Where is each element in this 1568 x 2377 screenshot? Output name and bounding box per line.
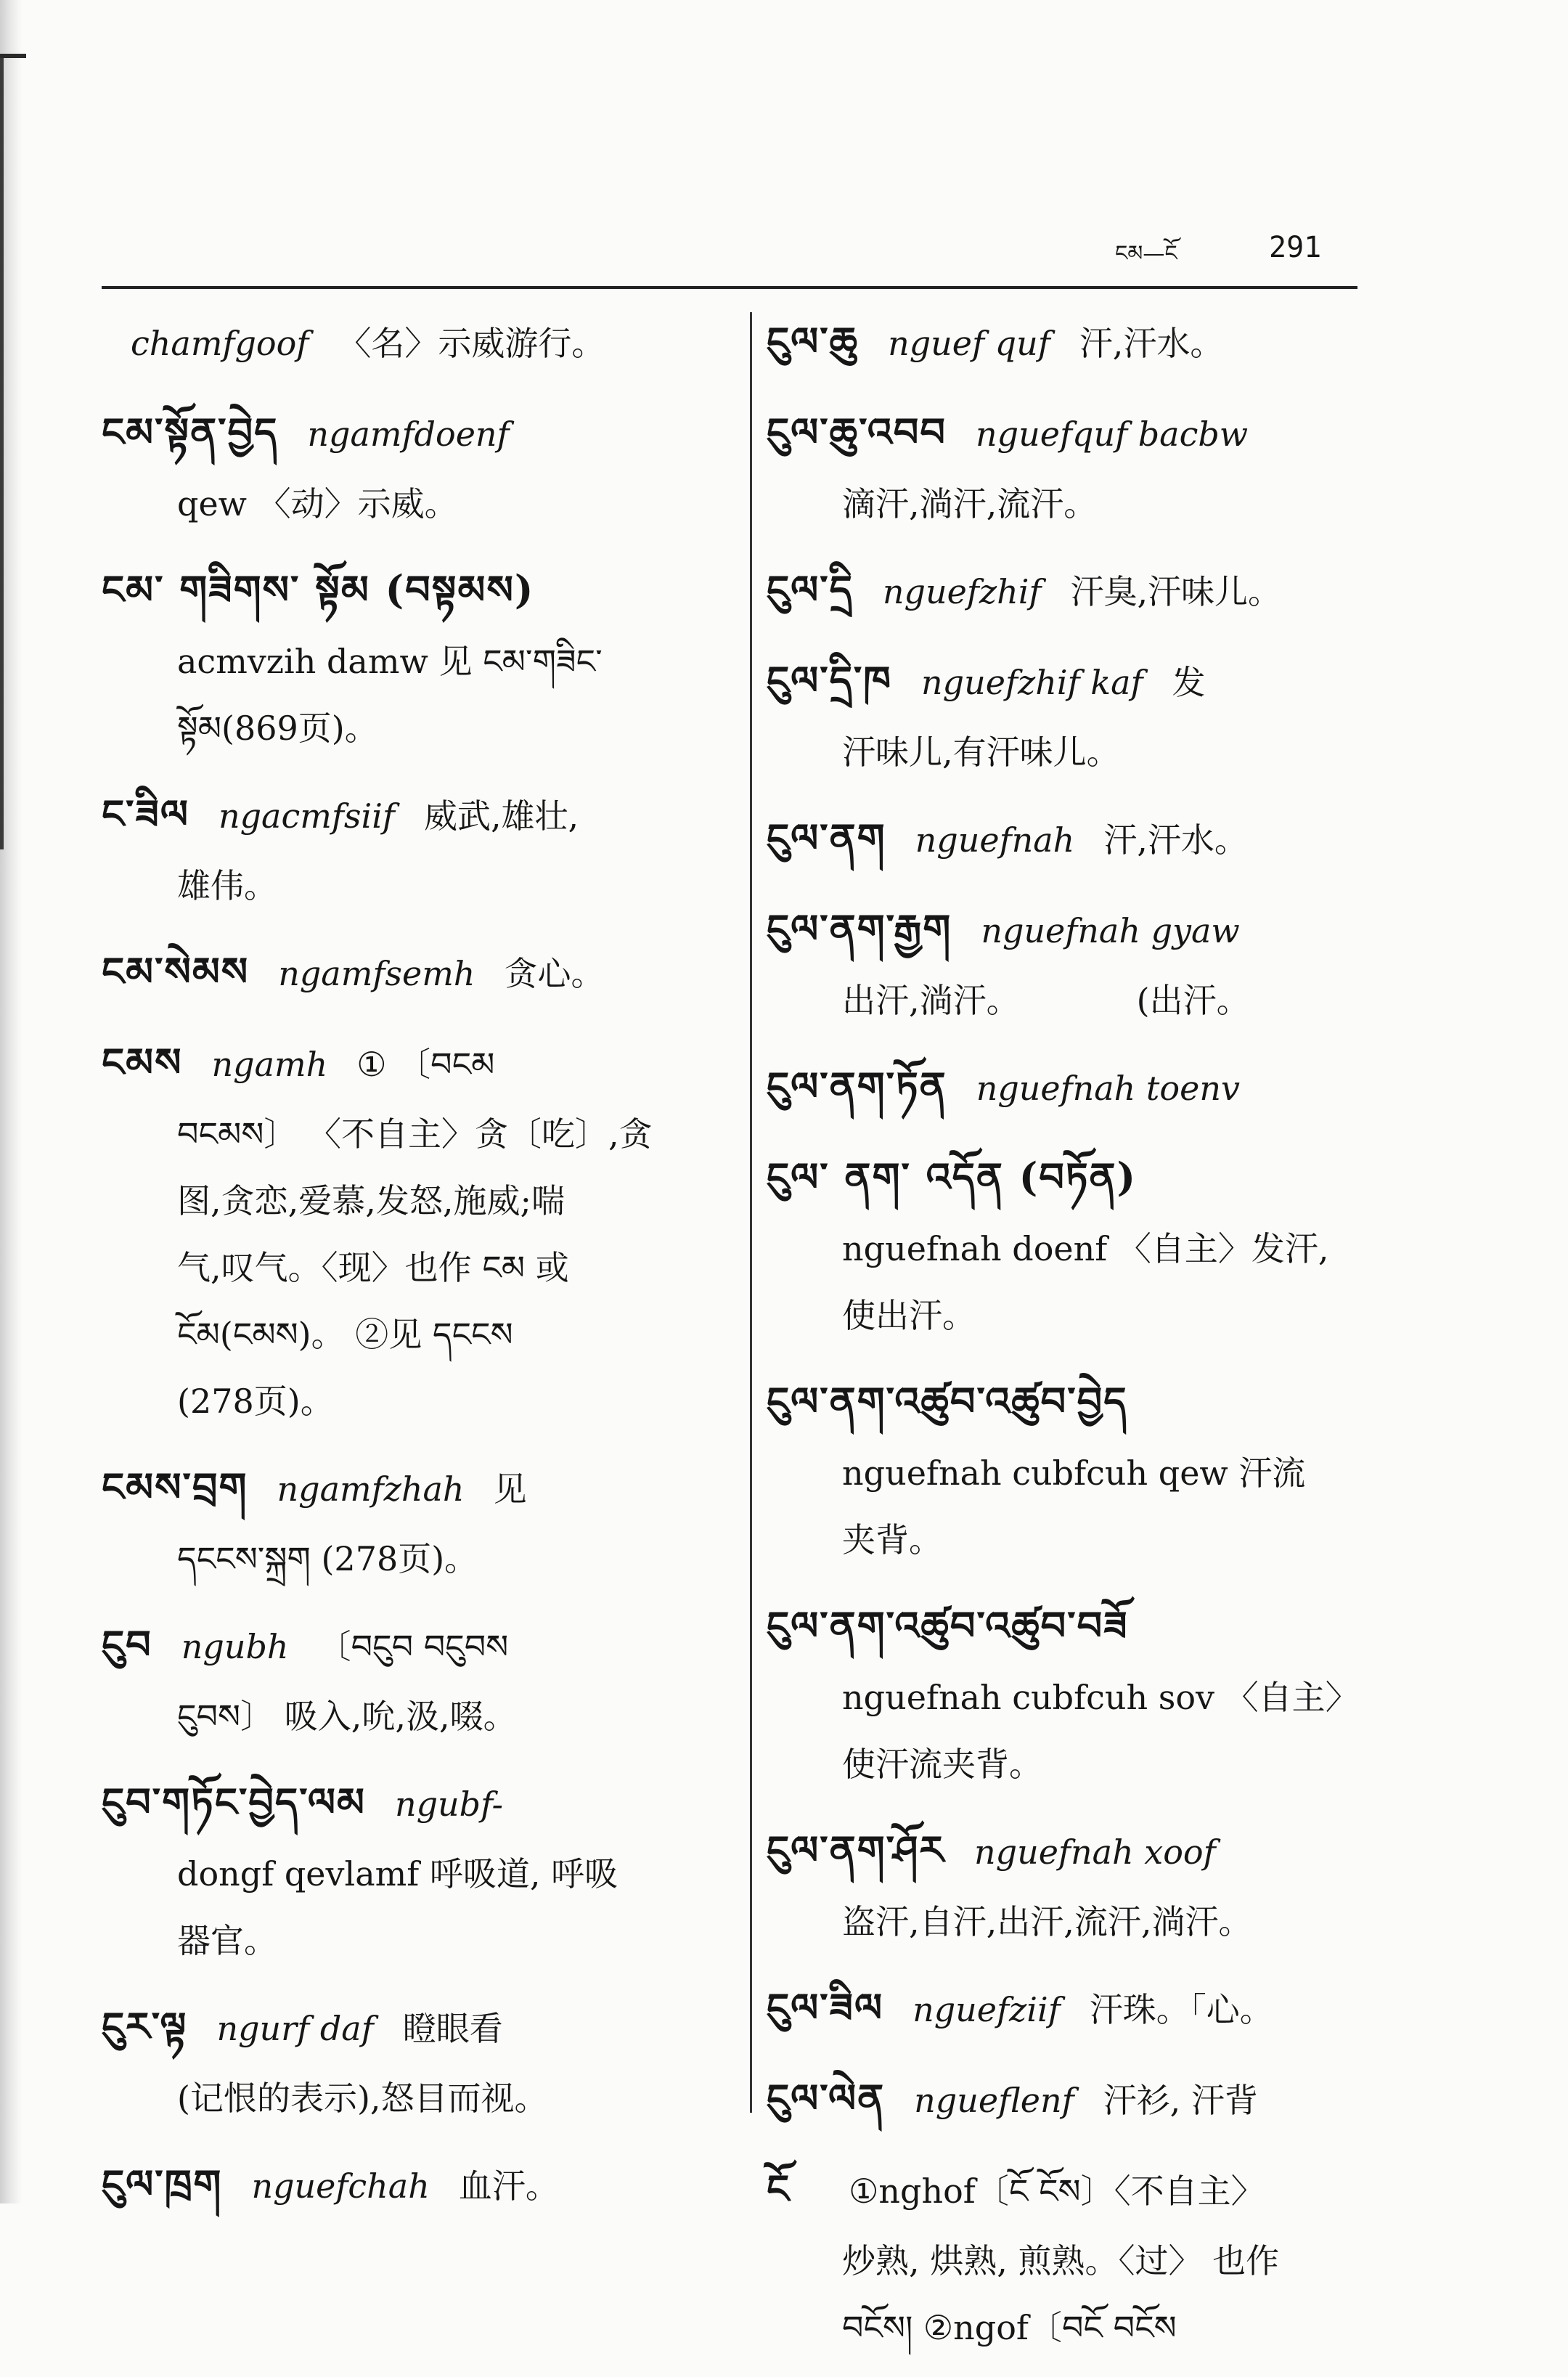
headword-tibetan: ངུལ་ནག་འཚུབ་འཚུབ་བྱེད	[767, 1378, 1128, 1424]
definition-continuation: 使汗流夹背。	[842, 1745, 1042, 1784]
headword-tibetan: ངུར་ལྟ	[102, 2003, 188, 2050]
headword-tibetan: ངུལ་ཟིལ	[767, 1984, 884, 2031]
definition-continuation: 雄伟。	[177, 866, 277, 905]
definition-continuation: 夹背。	[842, 1520, 942, 1559]
romanization: nguefquf bacbw	[976, 415, 1249, 454]
dictionary-entry	[767, 396, 1391, 537]
headword-tibetan: ངུལ་ཆུ	[767, 318, 859, 364]
romanization: nguefchah	[251, 2166, 430, 2206]
definition-continuation: 出汗,淌汗。 (出汗。	[842, 981, 1250, 1020]
dictionary-entry	[102, 1608, 726, 1750]
entry-headline	[102, 1451, 726, 1525]
headword-tibetan: ངུལ་ནག་རྒྱག	[767, 905, 952, 952]
definition-continuation: 图,贪恋,爱慕,发怒,施威;喘	[177, 1181, 565, 1220]
definition-continuation: nguefnah cubfcuh sov 〈自主〉	[842, 1678, 1359, 1717]
headword-tibetan: ངོ	[767, 2166, 791, 2212]
headword-tibetan: ངུལ་ལེན	[767, 2075, 886, 2121]
definition: 贪心。	[504, 954, 605, 993]
romanization: nguefnah gyaw	[981, 911, 1240, 950]
dictionary-entry	[767, 305, 1391, 380]
entry-headline	[767, 2153, 1391, 2227]
entry-headline	[102, 1990, 726, 2065]
page-number: 291	[1269, 231, 1322, 264]
headword-tibetan: ངུལ་ནག་ཏོན	[767, 1063, 947, 1109]
dictionary-entry	[102, 935, 726, 1010]
running-head: ངམ—ངོ	[1115, 241, 1177, 266]
dictionary-entry	[102, 778, 726, 919]
definition: 〈名〉示威游行。	[338, 324, 605, 363]
headword-tibetan: ངུབ	[102, 1621, 152, 1668]
dictionary-entry	[767, 553, 1391, 628]
entry-headline	[102, 553, 726, 628]
headword-tibetan: ངུལ་ཆུ་འབབ	[767, 409, 947, 455]
entry-headline	[767, 305, 1391, 380]
romanization: ngacmfsiif	[218, 796, 395, 836]
romanization: ngamh	[211, 1045, 328, 1084]
definition: 〔བངུབ བངུབས	[317, 1627, 509, 1666]
headword-tibetan: ངམ་སྟོན་བྱེད	[102, 409, 279, 455]
entry-headline	[102, 396, 726, 470]
headword-tibetan: ངུལ་ ནག་ འདོན (བཏོན)	[767, 1154, 1138, 1200]
definition: 汗,汗水。	[1079, 324, 1224, 363]
headword-tibetan: ངུལ་ཁྲག	[102, 2161, 223, 2207]
definition-continuation: acmvzih damw 见 ངམ་གཟིང་	[177, 642, 603, 681]
romanization: nguefziif	[912, 1990, 1061, 2029]
dictionary-entry	[767, 2153, 1391, 2361]
dictionary-entry	[102, 1990, 726, 2132]
dictionary-entry	[767, 1971, 1391, 2046]
dictionary-entry	[102, 1026, 726, 1435]
definition-continuation: dongf qevlamf 呼吸道, 呼吸	[177, 1854, 618, 1893]
definition-continuation: 汗味儿,有汗味儿。	[842, 733, 1120, 772]
entry-headline	[767, 1814, 1391, 1888]
romanization: nguefnah toenv	[976, 1069, 1240, 1108]
definition-continuation: (278页)。	[177, 1382, 334, 1421]
romanization: ngurf daf	[216, 2009, 374, 2048]
definition-continuation: (记恨的表示),怒目而视。	[177, 2079, 548, 2118]
definition-continuation: 滴汗,淌汗,流汗。	[842, 484, 1098, 523]
romanization: ngubh	[181, 1627, 289, 1666]
definition-continuation: qew 〈动〉示威。	[177, 484, 458, 523]
dictionary-entry	[767, 2062, 1391, 2137]
definition: 见	[493, 1469, 527, 1509]
definition-continuation: དངངས་སྐྲག (278页)。	[177, 1539, 478, 1578]
definition-continuation: 器官。	[177, 1921, 277, 1960]
dictionary-entry	[767, 892, 1391, 1034]
headword-tibetan: ང་ཟིལ	[102, 791, 189, 837]
definition-continuation: 炒熟, 烘熟, 煎熟。〈过〉 也作	[842, 2241, 1280, 2280]
romanization: chamfgoof	[131, 324, 309, 363]
dictionary-entry	[767, 644, 1391, 786]
definition: 威武,雄壮,	[423, 796, 579, 836]
definition-continuation: བངམས〕 〈不自主〉贪〔吃〕,贪	[177, 1114, 653, 1154]
entry-headline	[767, 2062, 1391, 2137]
entry-headline	[767, 1971, 1391, 2046]
entry-headline	[767, 396, 1391, 470]
definition: 汗衫, 汗背	[1103, 2081, 1258, 2120]
dictionary-entry	[767, 1050, 1391, 1125]
binding-line	[0, 58, 4, 849]
entry-headline	[767, 802, 1391, 876]
entry-headline	[767, 1141, 1391, 1215]
headword-tibetan: ངུལ་དྲི་ཁ	[767, 657, 893, 704]
dictionary-entry	[102, 1766, 726, 1974]
entry-headline	[767, 892, 1391, 967]
right-column	[767, 305, 1391, 2377]
definition-continuation: nguefnah cubfcuh qew 汗流	[842, 1453, 1306, 1493]
headword-tibetan: ངུབ་གཏོང་བྱེད་ལམ	[102, 1779, 366, 1825]
dictionary-entry	[102, 2148, 726, 2222]
romanization: ngamfdoenf	[307, 415, 510, 454]
entry-headline	[767, 1050, 1391, 1125]
dictionary-entry	[102, 1451, 726, 1592]
entry-headline	[102, 1608, 726, 1683]
dictionary-entry	[767, 1589, 1391, 1798]
entry-headline	[102, 935, 726, 1010]
definition: 汗,汗水。	[1103, 820, 1248, 860]
column-divider	[750, 312, 752, 2113]
romanization: nguefnah xoof	[974, 1832, 1216, 1872]
headword-tibetan: ངམས་བྲག	[102, 1464, 248, 1510]
headword-tibetan: ངུལ་དྲི	[767, 566, 854, 613]
dictionary-entry	[767, 1365, 1391, 1573]
entry-headline	[102, 2148, 726, 2222]
romanization: ngubf-	[394, 1785, 504, 1824]
entry-headline	[767, 1589, 1391, 1664]
definition-continuation: སྟོམ(869页)。	[177, 709, 378, 748]
definition-continuation: 使出汗。	[842, 1296, 976, 1335]
entry-headline	[102, 1766, 726, 1840]
entry-headline	[102, 778, 726, 852]
definition: 汗珠。「心。	[1089, 1990, 1273, 2029]
romanization: nguefzhif	[882, 572, 1042, 611]
romanization: nguefnah	[915, 820, 1075, 860]
dictionary-entry	[767, 1814, 1391, 1955]
definition-continuation: བངོས། ②ngof〔བངོ བངོས	[842, 2308, 1177, 2347]
romanization: ngamfsemh	[278, 954, 475, 993]
binding-mark	[0, 54, 26, 58]
dictionary-entry	[767, 1141, 1391, 1349]
definition: ①nghof〔ངོ ངོས〕〈不自主〉	[849, 2172, 1265, 2211]
entry-headline	[767, 644, 1391, 719]
headword-tibetan: ངུལ་ནག་འཚུབ་འཚུབ་བཟོ	[767, 1602, 1129, 1649]
left-column	[102, 305, 726, 2238]
headword-tibetan: ངམ་ གཟིགས་ སྟོམ (བསྟམས)	[102, 566, 535, 613]
definition: 血汗。	[458, 2166, 559, 2206]
definition: 发	[1172, 663, 1206, 702]
headword-tibetan: ངམས	[102, 1039, 183, 1085]
headword-tibetan: ངམ་སེམས	[102, 948, 250, 995]
definition: ① 〔བངམ	[356, 1045, 495, 1084]
romanization: nguefzhif kaf	[921, 663, 1143, 702]
definition-continuation: 气,叹气。〈现〉也作 ངམ 或	[177, 1248, 569, 1287]
definition-continuation: 盗汗,自汗,出汗,流汗,淌汗。	[842, 1902, 1252, 1941]
headword-tibetan: ངུལ་ནག	[767, 815, 886, 861]
entry-headline	[102, 1026, 726, 1101]
romanization: nguef quf	[888, 324, 1050, 363]
dictionary-entry	[102, 553, 726, 762]
definition: 瞪眼看	[402, 2009, 503, 2048]
header-rule	[102, 286, 1357, 289]
definition-continuation: ངོམ(ངམས)。 ②见 དངངས	[177, 1315, 513, 1354]
entry-headline	[102, 305, 726, 380]
definition: 汗臭,汗味儿。	[1070, 572, 1282, 611]
entry-headline	[767, 1365, 1391, 1440]
definition-continuation: nguefnah doenf 〈自主〉发汗,	[842, 1229, 1329, 1268]
dictionary-entry	[102, 305, 726, 380]
entry-headline	[767, 553, 1391, 628]
headword-tibetan: ངུལ་ནག་ཤོར	[767, 1827, 945, 1873]
romanization: ngamfzhah	[277, 1469, 465, 1509]
dictionary-entry	[767, 802, 1391, 876]
romanization: ngueflenf	[914, 2081, 1074, 2120]
definition-continuation: ངུབས〕 吸入,吮,汲,啜。	[177, 1697, 517, 1736]
dictionary-entry	[102, 396, 726, 537]
